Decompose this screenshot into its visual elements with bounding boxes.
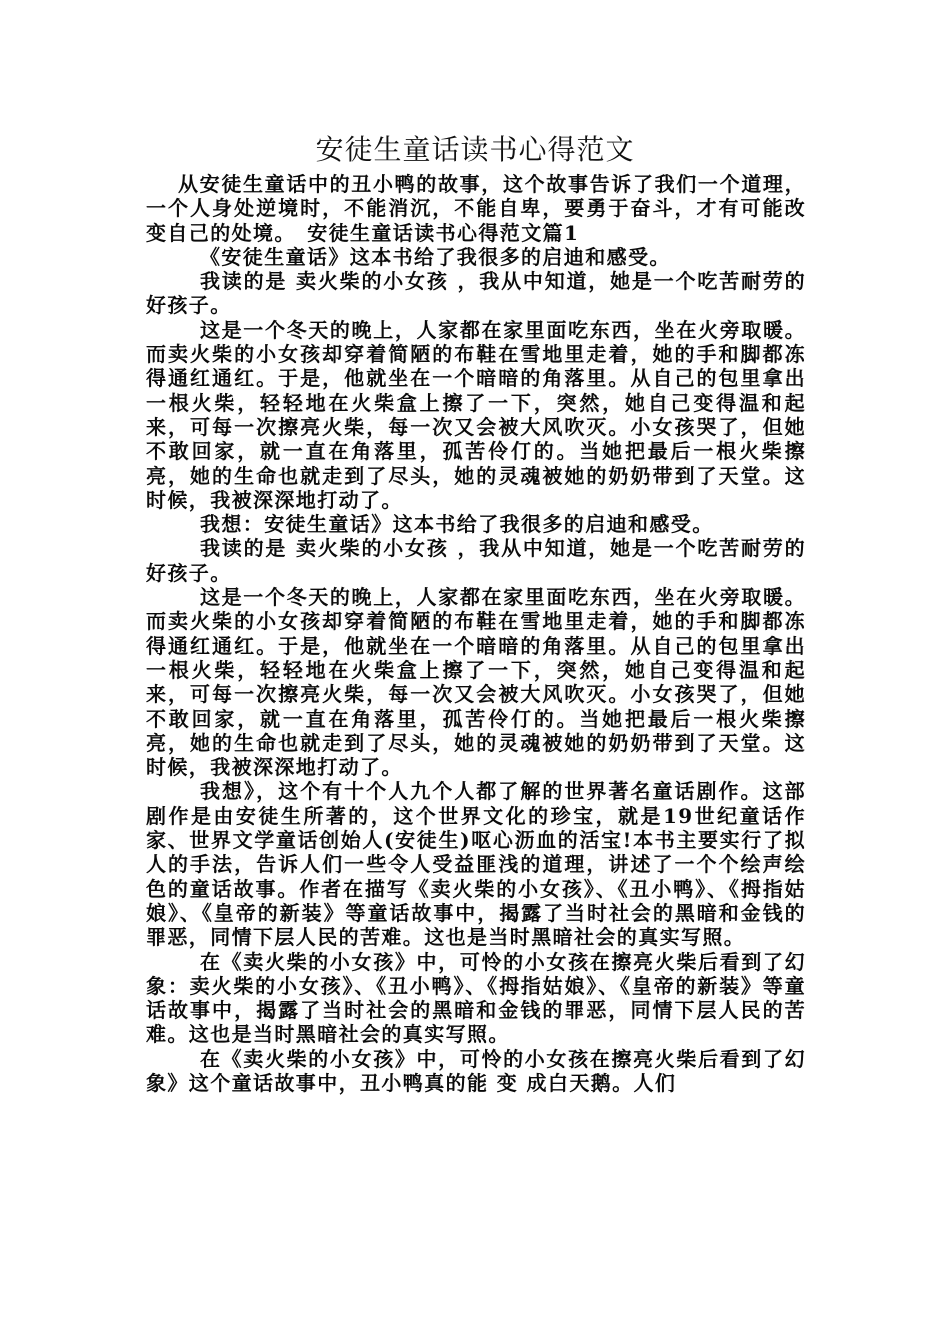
paragraph-9: 在《卖火柴的小女孩》中，可怜的小女孩在擦亮火柴后看到了幻象：卖火柴的小女孩》、《丑小鸭》、《拇指姑娘》、《皇帝的新装》等童话故事中，揭露了当时社会的黑暗和金钱的罪恶，同情下层人民的苦难。这也是当时黑暗社会的真实写照。	[146, 949, 806, 1047]
paragraph-5: 我想：安徒生童话》这本书给了我很多的启迪和感受。	[200, 512, 714, 537]
paragraph-4: 这是一个冬天的晚上，人家都在家里面吃东西，坐在火旁取暖。而卖火柴的小女孩却穿着简陋的布鞋在雪地里走着，她的手和脚都冻得通红通红。于是，他就坐在一个暗暗的角落里。从自己的包里拿出一根火柴，轻轻地在火柴盒上擦了一下，突然，她自己变得温和起来，可每一次擦亮火柴，每一次又会被大风吹灭。小女孩哭了，但她不敢回家，就一直在角落里，孤苦伶仃的。当她把最后一根火柴擦亮，她的生命也就走到了尽头，她的灵魂被她的奶奶带到了天堂。这时候，我被深深地打动了。	[146, 317, 806, 512]
paragraph-1: 从安徒生童话中的丑小鸭的故事，这个故事告诉了我们一个道理，一个人身处逆境时，不能消沉，不能自卑，要勇于奋斗，才有可能改变自己的处境。 安徒生童话读书心得范文篇1	[146, 172, 806, 245]
paragraph-7: 这是一个冬天的晚上，人家都在家里面吃东西，坐在火旁取暖。而卖火柴的小女孩却穿着简陋的布鞋在雪地里走着，她的手和脚都冻得通红通红。于是，他就坐在一个暗暗的角落里。从自己的包里拿出一根火柴，轻轻地在火柴盒上擦了一下，突然，她自己变得温和起来，可每一次擦亮火柴，每一次又会被大风吹灭。小女孩哭了，但她不敢回家，就一直在角落里，孤苦伶仃的。当她把最后一根火柴擦亮，她的生命也就走到了尽头，她的灵魂被她的奶奶带到了天堂。这时候，我被深深地打动了。	[146, 585, 806, 780]
document-title: 安徒生童话读书心得范文	[315, 133, 635, 166]
paragraph-6: 我读的是 卖火柴的小女孩 ，我从中知道，她是一个吃苦耐劳的好孩子。	[146, 536, 806, 585]
paragraph-3: 我读的是 卖火柴的小女孩 ，我从中知道，她是一个吃苦耐劳的好孩子。	[146, 269, 806, 318]
paragraph-10: 在《卖火柴的小女孩》中，可怜的小女孩在擦亮火柴后看到了幻象》这个童话故事中，丑小鸭真的能 变 成白天鹅。人们	[146, 1046, 806, 1095]
paragraph-2: 《安徒生童话》这本书给了我很多的启迪和感受。	[200, 244, 671, 269]
document-body	[146, 172, 806, 1095]
paragraph-8: 我想》，这个有十个人九个人都了解的世界著名童话剧作。这部剧作是由安徒生所著的，这个世界文化的珍宝，就是19世纪童话作家、世界文学童话创始人(安徒生)呕心沥血的活宝!本书主要实行了拟人的手法，告诉人们一些令人受益匪浅的道理，讲述了一个个绘声绘色的童话故事。作者在描写《卖火柴的小女孩》、《丑小鸭》、《拇指姑娘》、《皇帝的新装》等童话故事中，揭露了当时社会的黑暗和金钱的罪恶，同情下层人民的苦难。这也是当时黑暗社会的真实写照。	[146, 779, 806, 950]
